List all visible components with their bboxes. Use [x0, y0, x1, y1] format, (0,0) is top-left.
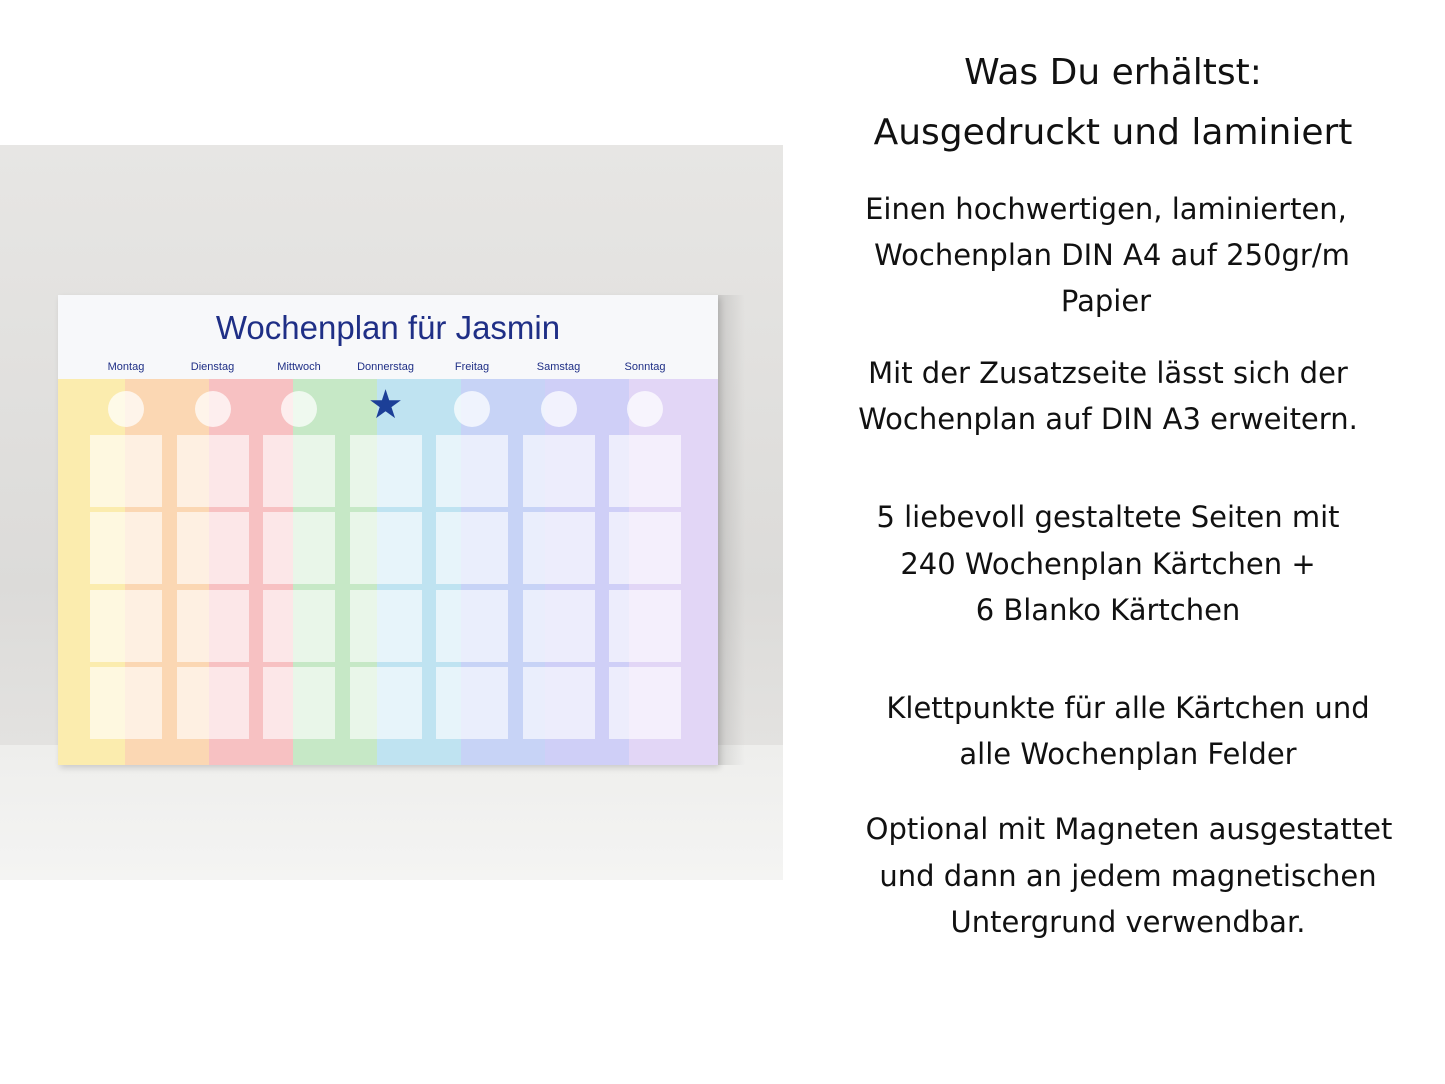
day-labels [58, 361, 718, 377]
planner-shadow [715, 295, 745, 765]
day-marker-circle [627, 391, 663, 427]
day-label: Montag [107, 361, 145, 373]
star-icon: ★ [367, 382, 404, 428]
day-label: Donnerstag [357, 361, 414, 373]
planner-slot [263, 512, 335, 584]
day-marker-circle [281, 391, 317, 427]
paragraph-5-line-3: Untergrund verwendbar. [950, 905, 1306, 939]
paragraph-1-line-1: Einen hochwertigen, laminierten, [865, 192, 1347, 226]
paragraph-3-line-3: 6 Blanko Kärtchen [975, 593, 1241, 627]
planner-slot [609, 667, 681, 739]
planner-slot [90, 590, 162, 662]
planner-slot [523, 667, 595, 739]
paragraph-5-line-1: Optional mit Magneten ausgestattet [865, 812, 1393, 846]
day-marker-circle [454, 391, 490, 427]
planner-slot [177, 512, 249, 584]
planner-slot [90, 435, 162, 507]
day-label: Freitag [454, 361, 490, 373]
paragraph-1-line-2: Wochenplan DIN A4 auf 250gr/m [874, 238, 1350, 272]
shelf-surface [0, 745, 783, 880]
planner-slot [436, 435, 508, 507]
planner-slot [350, 512, 422, 584]
paragraph-2-line-1: Mit der Zusatzseite lässt sich der [868, 356, 1348, 390]
day-marker-circle [108, 391, 144, 427]
planner-slot [350, 667, 422, 739]
paragraph-3-line-2: 240 Wochenplan Kärtchen + [900, 547, 1316, 581]
planner-slot [609, 590, 681, 662]
planner-slot [90, 667, 162, 739]
product-photo [0, 145, 783, 880]
planner-title: Wochenplan für Jasmin [215, 309, 561, 346]
planner-slot [263, 435, 335, 507]
planner-slot [436, 512, 508, 584]
planner-slot [177, 590, 249, 662]
planner-slot [609, 435, 681, 507]
planner-slot [263, 667, 335, 739]
weekly-planner-board [58, 295, 718, 765]
planner-slot [350, 435, 422, 507]
heading-line-2: Ausgedruckt und laminiert [873, 112, 1353, 153]
planner-slot [263, 590, 335, 662]
planner-slot [523, 512, 595, 584]
day-marker-circle [541, 391, 577, 427]
day-marker-circle [195, 391, 231, 427]
paragraph-4-line-1: Klettpunkte für alle Kärtchen und [886, 691, 1370, 725]
planner-slot [436, 590, 508, 662]
planner-slot [350, 590, 422, 662]
day-label: Samstag [536, 361, 581, 373]
paragraph-3-line-1: 5 liebevoll gestaltete Seiten mit [876, 500, 1340, 534]
day-label: Dienstag [190, 361, 235, 373]
planner-slot [90, 512, 162, 584]
paragraph-5-line-2: und dann an jedem magnetischen [879, 859, 1377, 893]
paragraph-1-line-3: Papier [1060, 284, 1152, 318]
planner-slot [609, 512, 681, 584]
planner-slot [523, 435, 595, 507]
heading-line-1: Was Du erhältst: [964, 52, 1262, 93]
planner-slot [177, 435, 249, 507]
planner-slot [177, 667, 249, 739]
planner-slot [523, 590, 595, 662]
day-label: Mittwoch [277, 361, 321, 373]
planner-slot [436, 667, 508, 739]
day-label: Sonntag [624, 361, 666, 373]
paragraph-4-line-2: alle Wochenplan Felder [959, 737, 1297, 771]
paragraph-2-line-2: Wochenplan auf DIN A3 erweitern. [858, 402, 1358, 436]
